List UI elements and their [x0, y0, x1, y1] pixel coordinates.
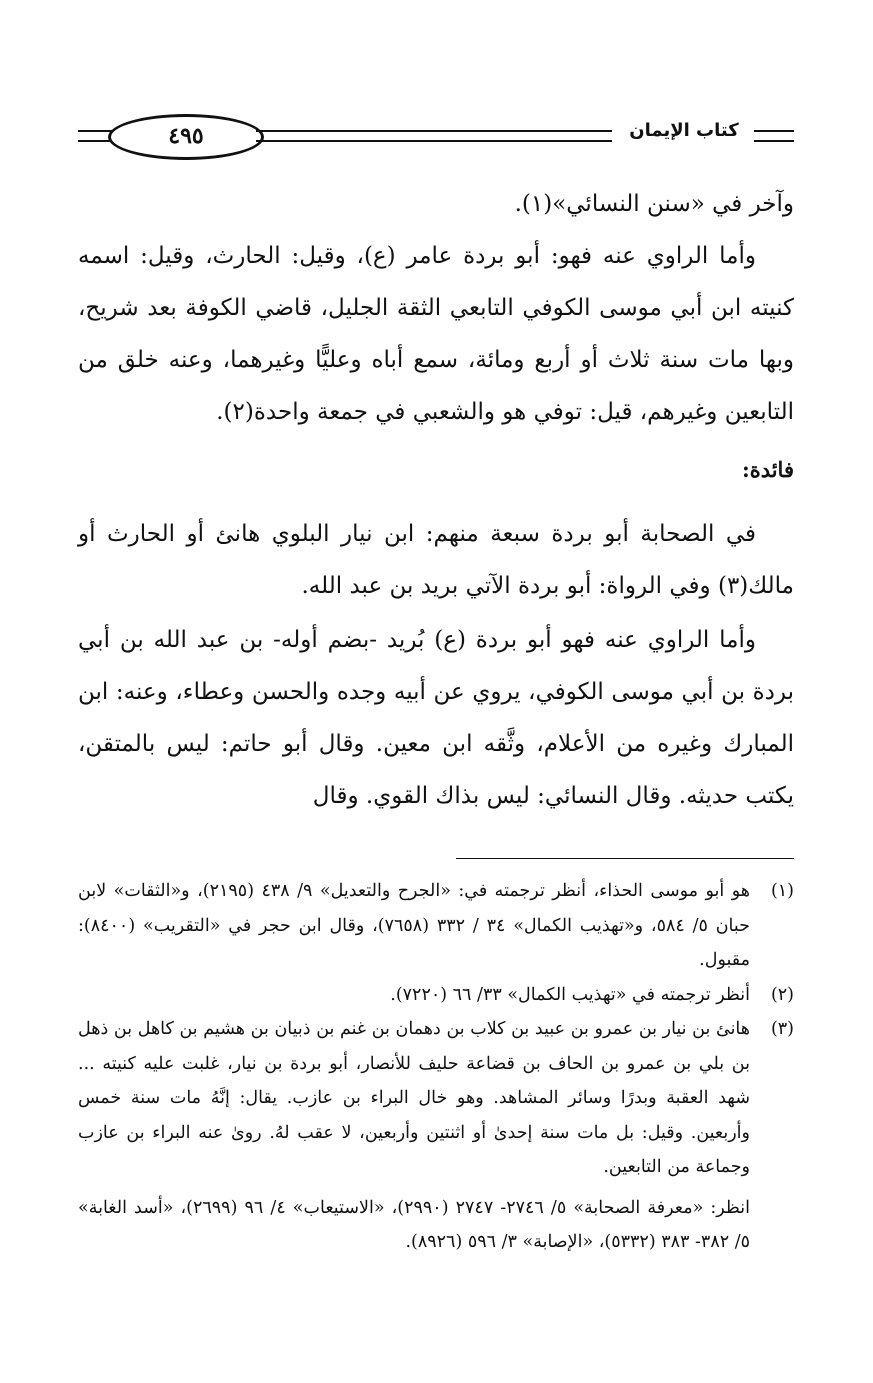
footnote-number: (٢)	[770, 984, 794, 1005]
paragraph-continuation: وآخر في «سنن النسائي»(١).	[514, 191, 794, 217]
main-text	[78, 178, 794, 822]
footnote-references: انظر: «معرفة الصحابة» ٥/ ٢٧٤٦- ٢٧٤٧ (٢٩٩٠)، «الاستيعاب» ٤/ ٩٦ (٢٦٩٩)، «أسد الغابة» ٥/ ٣٨٢- ٣٨٣ (٥٣٣٢)، «الإصابة» ٣/ ٥٩٦ (٨٩٢٦).	[78, 1197, 751, 1252]
header-rule-middle	[256, 130, 612, 142]
page-number: ٤٩٥	[108, 114, 264, 160]
page-header	[78, 112, 794, 162]
footnote-body	[78, 1012, 750, 1260]
section-heading-faida: فائدة:	[741, 457, 794, 482]
footnote-text: هانئ بن نيار بن عمرو بن عبيد بن كلاب بن دهمان بن غنم بن ذبيان بن هشيم بن كاهل بن ذهل بن بلي بن عمرو بن الحاف بن قضاعة حليف للأنصار، أبو بردة بن نيار، غلبت عليه كنيته ... شهد العقبة وبدرًا وسائر المشاهد. وهو خال البراء بن عازب. يقال: إنَّهُ مات سنة خمس وأربعين. وقيل: بل مات سنة إحدىٰ أو اثنتين وأربعين، لا عقب لهُ. روىٰ عنه البراء بن عازب وجماعة من التابعين.	[78, 1019, 750, 1177]
footnotes	[78, 874, 794, 1260]
footnote-number: (١)	[770, 881, 794, 901]
footnote-2	[78, 978, 794, 1013]
footnote-text: هو أبو موسى الحذاء، أنظر ترجمته في: «الجرح والتعديل» ٩/ ٤٣٨ (٢١٩٥)، و«الثقات» لابن حبان ٥/ ٥٨٤، و«تهذيب الكمال» ٣٤ / ٣٣٢ (٧٦٥٨)، وقال ابن حجر في «التقريب» (٨٤٠٠): مقبول.	[78, 881, 750, 970]
paragraph-narrator-burayd: وأما الراوي عنه فهو أبو بردة (ع) بُريد -بضم أوله- بن عبد الله بن أبي بردة بن أبي موسى الكوفي، يروي عن أبيه وجده والحسن وعطاء، وعنه: ابن المبارك وغيره من الأعلام، وثَّقه ابن معين. وقال أبو حاتم: ليس بالمتقن، يكتب حديثه. وقال النسائي: ليس بذاك القوي. وقال	[78, 627, 794, 809]
footnote-3	[78, 1012, 794, 1260]
footnote-number: (٣)	[770, 1019, 794, 1039]
footnote-text: أنظر ترجمته في «تهذيب الكمال» ٣٣/ ٦٦ (٧٢٢٠).	[390, 984, 750, 1005]
book-title: كتاب الإيمان	[629, 120, 739, 141]
header-rule-right	[754, 130, 794, 142]
paragraph-narrator-abu-burda-amir: وأما الراوي عنه فهو: أبو بردة عامر (ع)، وقيل: الحارث، وقيل: اسمه كنيته ابن أبي موسى الكوفي التابعي الثقة الجليل، قاضي الكوفة بعد شريح، وبها مات سنة ثلاث أو أربع ومائة، سمع أباه وعليًّا وغيرهما، وعنه خلق من التابعين وغيرهم، قيل: توفي هو والشعبي في جمعة واحدة(٢).	[78, 243, 794, 425]
footnote-1	[78, 874, 794, 978]
footnote-separator	[456, 858, 794, 859]
paragraph-faida: في الصحابة أبو بردة سبعة منهم: ابن نيار البلوي هانئ أو الحارث أو مالك(٣) وفي الرواة: أبو بردة الآتي بريد بن عبد الله.	[78, 521, 794, 599]
